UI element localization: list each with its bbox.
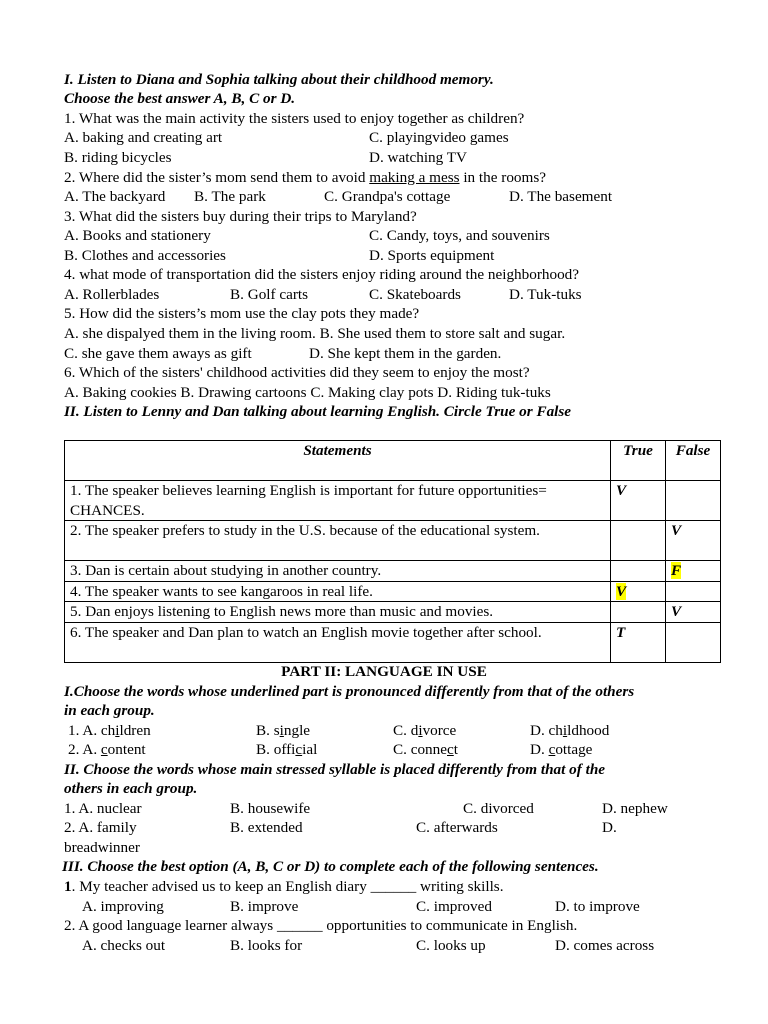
table-header-row (65, 441, 721, 481)
table-row (65, 602, 721, 623)
question-2-text: 2. Where did the sister’s mom send them to avoid (64, 169, 370, 186)
sec2-r1-b[interactable]: B. housewife (230, 800, 311, 817)
table-row (65, 481, 721, 521)
sec2-r2-c[interactable]: C. afterwards (416, 819, 498, 836)
true-mark-4: V (616, 582, 627, 600)
false-mark-6[interactable] (666, 622, 721, 662)
q4-option-d[interactable]: D. Tuk-tuks (509, 286, 582, 303)
false-mark-2[interactable]: V (666, 521, 721, 561)
sec1-r1-b[interactable]: B. single (256, 722, 311, 739)
true-mark-5[interactable] (611, 602, 666, 623)
sec3-question-2: 2. A good language learner always ______ opportunities to communicate in English. (64, 917, 578, 934)
sec2-r2-b[interactable]: B. extended (230, 819, 303, 836)
question-2-underlined: making a mess (369, 169, 460, 186)
q1-option-d[interactable]: D. watching TV (369, 149, 467, 166)
statement-3: 3. Dan is certain about studying in another country. (65, 561, 611, 582)
q2-option-a[interactable]: A. The backyard (64, 188, 166, 205)
sec2-r1-a[interactable]: 1. A. nuclear (64, 800, 142, 817)
q3-option-d[interactable]: D. Sports equipment (369, 247, 495, 264)
sec2-r2-a[interactable]: 2. A. family (64, 819, 137, 836)
sec1-r2-a[interactable]: 2. A. content (68, 741, 146, 758)
q1-option-c[interactable]: C. playingvideo games (369, 129, 509, 146)
sec3-q2-option-a[interactable]: A. checks out (82, 937, 166, 954)
sec3-q1-option-d[interactable]: D. to improve (555, 898, 640, 915)
sec3-q2-option-d[interactable]: D. comes across (555, 937, 655, 954)
false-mark-5[interactable]: V (666, 602, 721, 623)
true-header: True (611, 441, 666, 481)
sec3-q1-option-a[interactable]: A. improving (82, 898, 164, 915)
question-2-end: in the rooms? (459, 169, 546, 186)
question-4: 4. what mode of transportation did the sisters enjoy riding around the neighborhood? (64, 266, 580, 283)
true-mark-1[interactable]: V (611, 481, 666, 521)
false-mark-1[interactable] (666, 481, 721, 521)
q1-option-b[interactable]: B. riding bicycles (64, 149, 172, 166)
sec1-heading-line1: I.Choose the words whose underlined part is pronounced differently from that of the others (64, 683, 635, 700)
statement-2: 2. The speaker prefers to study in the U.S. because of the educational system. (65, 521, 611, 561)
q1-option-a[interactable]: A. baking and creating art (64, 129, 223, 146)
table-row (65, 622, 721, 662)
q5-option-c[interactable]: C. she gave them aways as gift (64, 345, 252, 362)
statement-1: 1. The speaker believes learning English is important for future opportunities= CHANCES. (65, 481, 611, 521)
q2-option-b[interactable]: B. The park (194, 188, 266, 205)
false-mark-4[interactable] (666, 581, 721, 602)
sec1-r2-d[interactable]: D. cottage (530, 741, 593, 758)
table-row (65, 581, 721, 602)
sec1-r1-c[interactable]: C. divorce (393, 722, 457, 739)
q3-option-c[interactable]: C. Candy, toys, and souvenirs (369, 227, 550, 244)
question-6: 6. Which of the sisters' childhood activities did they seem to enjoy the most? (64, 364, 530, 381)
q5-options-ab[interactable]: A. she dispalyed them in the living room. B. She used them to store salt and sugar. (64, 325, 566, 342)
sec1-r1-d[interactable]: D. childhood (530, 722, 610, 739)
statement-4: 4. The speaker wants to see kangaroos in real life. (65, 581, 611, 602)
question-2 (64, 168, 546, 188)
sec3-question-1 (64, 877, 504, 897)
sec3-heading: III. Choose the best option (A, B, C or D) to complete each of the following sentences. (62, 858, 599, 875)
sec1-r2-b[interactable]: B. official (256, 741, 318, 758)
q6-options[interactable]: A. Baking cookies B. Drawing cartoons C. Making clay pots D. Riding tuk-tuks (64, 384, 551, 401)
table-row (65, 561, 721, 582)
sec1-r2-c[interactable]: C. connect (393, 741, 458, 758)
sec3-q1-number: 1 (64, 878, 72, 895)
q3-option-b[interactable]: B. Clothes and accessories (64, 247, 226, 264)
q2-option-d[interactable]: D. The basement (509, 188, 613, 205)
language-section-title: PART II: LANGUAGE IN USE (281, 663, 487, 680)
part1-heading: I. Listen to Diana and Sophia talking about their childhood memory. (64, 71, 494, 88)
true-mark-6[interactable]: T (611, 622, 666, 662)
question-5: 5. How did the sisters’s mom use the clay pots they made? (64, 305, 420, 322)
q4-option-b[interactable]: B. Golf carts (230, 286, 309, 303)
sec3-q2-option-b[interactable]: B. looks for (230, 937, 303, 954)
q2-option-c[interactable]: C. Grandpa's cottage (324, 188, 451, 205)
q3-option-a[interactable]: A. Books and stationery (64, 227, 211, 244)
false-header: False (666, 441, 721, 481)
statement-5: 5. Dan enjoys listening to English news more than music and movies. (65, 602, 611, 623)
sec3-q1-option-b[interactable]: B. improve (230, 898, 299, 915)
q5-option-d[interactable]: D. She kept them in the garden. (309, 345, 502, 362)
sec3-q2-option-c[interactable]: C. looks up (416, 937, 486, 954)
true-mark-3[interactable] (611, 561, 666, 582)
true-false-table (64, 440, 721, 663)
sec2-r1-c[interactable]: C. divorced (463, 800, 534, 817)
q4-option-c[interactable]: C. Skateboards (369, 286, 461, 303)
question-3: 3. What did the sisters buy during their trips to Maryland? (64, 208, 417, 225)
statement-6: 6. The speaker and Dan plan to watch an English movie together after school. (65, 622, 611, 662)
table-row (65, 521, 721, 561)
sec2-r1-d[interactable]: D. nephew (602, 800, 668, 817)
sec3-q1-option-c[interactable]: C. improved (416, 898, 492, 915)
sec2-r2-d-wrap[interactable]: breadwinner (64, 839, 140, 856)
sec2-heading-line1: II. Choose the words whose main stressed syllable is placed differently from that of the (64, 761, 606, 778)
part1-instruction: Choose the best answer A, B, C or D. (64, 90, 296, 107)
sec2-heading-line2: others in each group. (64, 780, 198, 797)
sec1-heading-line2: in each group. (64, 702, 155, 719)
true-mark-2[interactable] (611, 521, 666, 561)
sec1-r1-a[interactable]: 1. A. children (68, 722, 151, 739)
sec3-q1-text: . My teacher advised us to keep an English diary ______ writing skills. (71, 878, 504, 895)
question-1: 1. What was the main activity the sisters used to enjoy together as children? (64, 110, 525, 127)
false-mark-3: F (671, 562, 682, 580)
q4-option-a[interactable]: A. Rollerblades (64, 286, 160, 303)
statements-header: Statements (65, 441, 611, 481)
true-mark-4-cell[interactable] (611, 581, 666, 602)
sec2-r2-d[interactable]: D. (602, 819, 617, 836)
part2-heading: II. Listen to Lenny and Dan talking about learning English. Circle True or False (64, 403, 572, 420)
false-mark-3-cell[interactable] (666, 561, 721, 582)
